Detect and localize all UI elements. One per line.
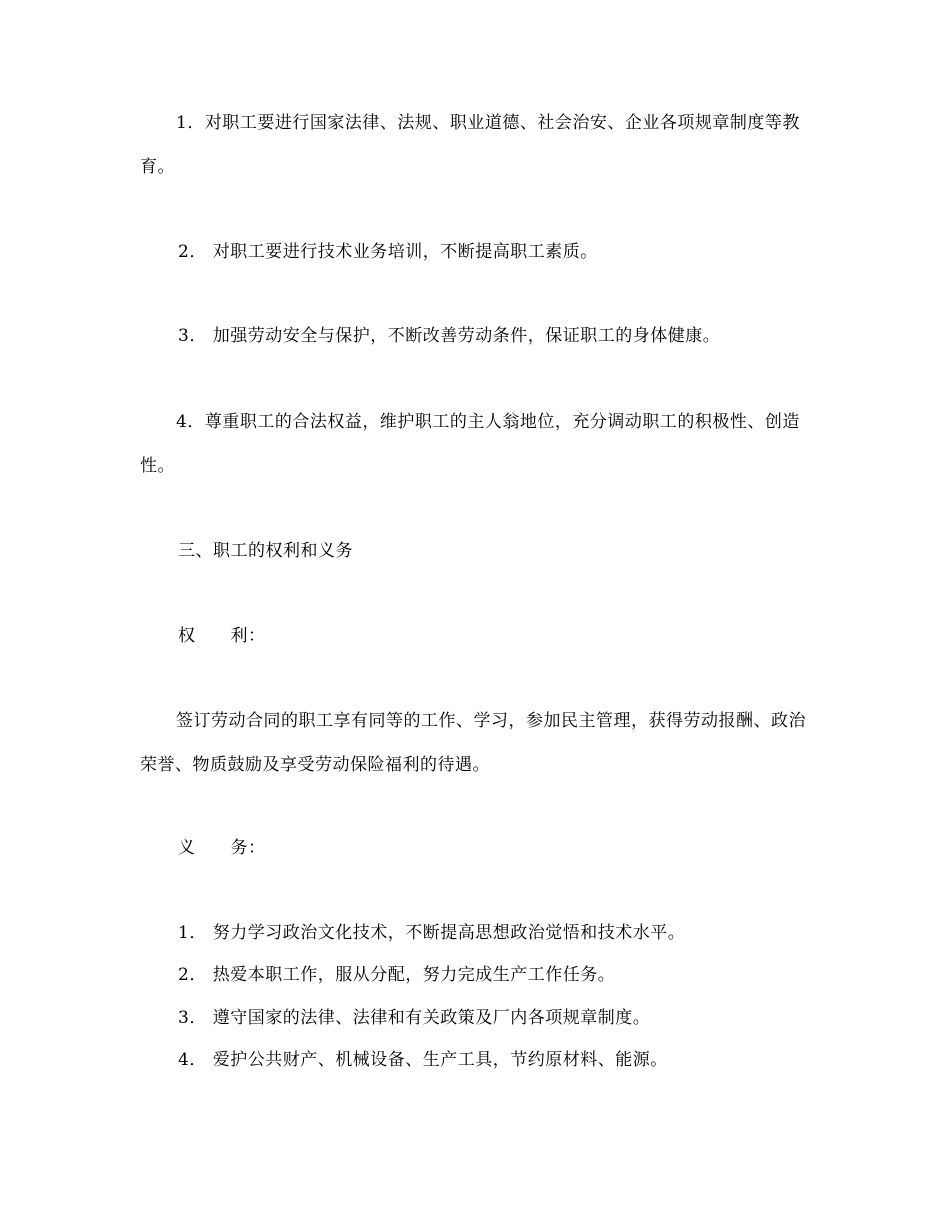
duty-item: 4． 爱护公共财产、机械设备、生产工具，节约原材料、能源。 (178, 1050, 668, 1070)
rights-heading: 权 利： (178, 626, 266, 646)
rights-body: 签订劳动合同的职工享有同等的工作、学习，参加民主管理，获得劳动报酬、政治荣誉、物质鼓励及享受劳动保险福利的待遇。 (140, 711, 806, 775)
duty-item: 1． 努力学习政治文化技术，不断提高思想政治觉悟和技术水平。 (178, 923, 686, 943)
paragraph-rights-respect: 4．尊重职工的合法权益，维护职工的主人翁地位，充分调动职工的积极性、创造性。 (140, 412, 800, 476)
duties-heading: 义 务： (178, 838, 266, 858)
paragraph-education: 1．对职工要进行国家法律、法规、职业道德、社会治安、企业各项规章制度等教育。 (140, 113, 800, 177)
duty-item: 2． 热爱本职工作，服从分配，努力完成生产工作任务。 (178, 965, 616, 985)
paragraph-training: 2． 对职工要进行技术业务培训，不断提高职工素质。 (178, 242, 598, 262)
paragraph-safety: 3． 加强劳动安全与保护，不断改善劳动条件，保证职工的身体健康。 (178, 326, 721, 346)
section-heading-rights-duties: 三、职工的权利和义务 (178, 541, 353, 561)
duty-item: 3． 遵守国家的法律、法律和有关政策及厂内各项规章制度。 (178, 1008, 651, 1028)
